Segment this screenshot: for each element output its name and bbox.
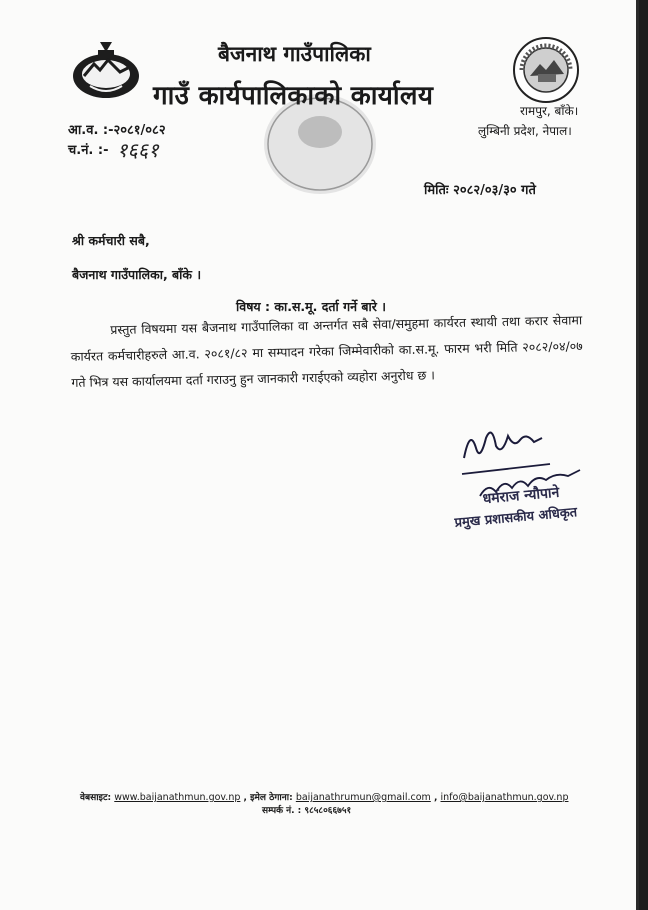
signatory-name: धर्मराज न्यौपाने bbox=[482, 484, 560, 508]
footer-website-label: वेबसाइट: bbox=[80, 793, 112, 803]
letter-body: प्रस्तुत विषयमा यस बैजनाथ गाउँपालिका वा अन्तर्गत सबै सेवा/समुहमा कार्यरत स्थायी तथा करार सेवामा कार्यरत कर्मचारीहरुले आ.व. २०८१/८२ मा सम्पादन गरेका जिम्मेवारीको का.स.मू. फारम भरी मिति २०८२/०४/०७ गते भित्र यस कार्यालयमा दर्ता गराउनु हुन जानकारी गराईएको व्यहोरा अनुरोध छ । bbox=[70, 312, 583, 390]
municipality-logo-icon bbox=[512, 36, 580, 104]
scan-border bbox=[639, 0, 648, 910]
recipient-line-1: श्री कर्मचारी सबै, bbox=[72, 233, 150, 248]
letter-date: मितिः २०८२/०३/३० गते bbox=[424, 183, 536, 198]
subject-line: विषय : का.स.मू. दर्ता गर्ने बारे । bbox=[236, 299, 386, 314]
municipality-name: बैजनाथ गाउँपालिका bbox=[218, 42, 371, 66]
reference-label: च.नं. :- bbox=[68, 143, 109, 158]
reference-number: १६६१ bbox=[117, 138, 159, 162]
signatory-title: प्रमुख प्रशासकीय अधिकृत bbox=[454, 505, 578, 531]
footer-email-label: , इमेल ठेगाना: bbox=[243, 793, 293, 803]
footer-email-link-1[interactable]: baijanathrumun@gmail.com bbox=[295, 792, 431, 803]
nepal-emblem-icon bbox=[70, 38, 142, 100]
office-name: गाउँ कार्यपालिकाको कार्यालय bbox=[153, 81, 434, 111]
address-line-1: रामपुर, बाँके। bbox=[520, 104, 579, 118]
footer-contact-line bbox=[80, 790, 568, 803]
footer-phone: सम्पर्क नं. : ९८५८०६६७५१ bbox=[262, 806, 352, 816]
footer-website-link[interactable]: www.baijanathmun.gov.np bbox=[114, 792, 241, 803]
footer-email-separator: , bbox=[433, 793, 438, 803]
footer-email-link-2[interactable]: info@baijanathmun.gov.np bbox=[440, 792, 569, 803]
fiscal-year: आ.व. :-२०८१/०८२ bbox=[68, 123, 166, 138]
recipient-line-2: बैजनाथ गाउँपालिका, बाँके । bbox=[72, 267, 202, 282]
address-line-2: लुम्बिनी प्रदेश, नेपाल। bbox=[478, 124, 572, 138]
